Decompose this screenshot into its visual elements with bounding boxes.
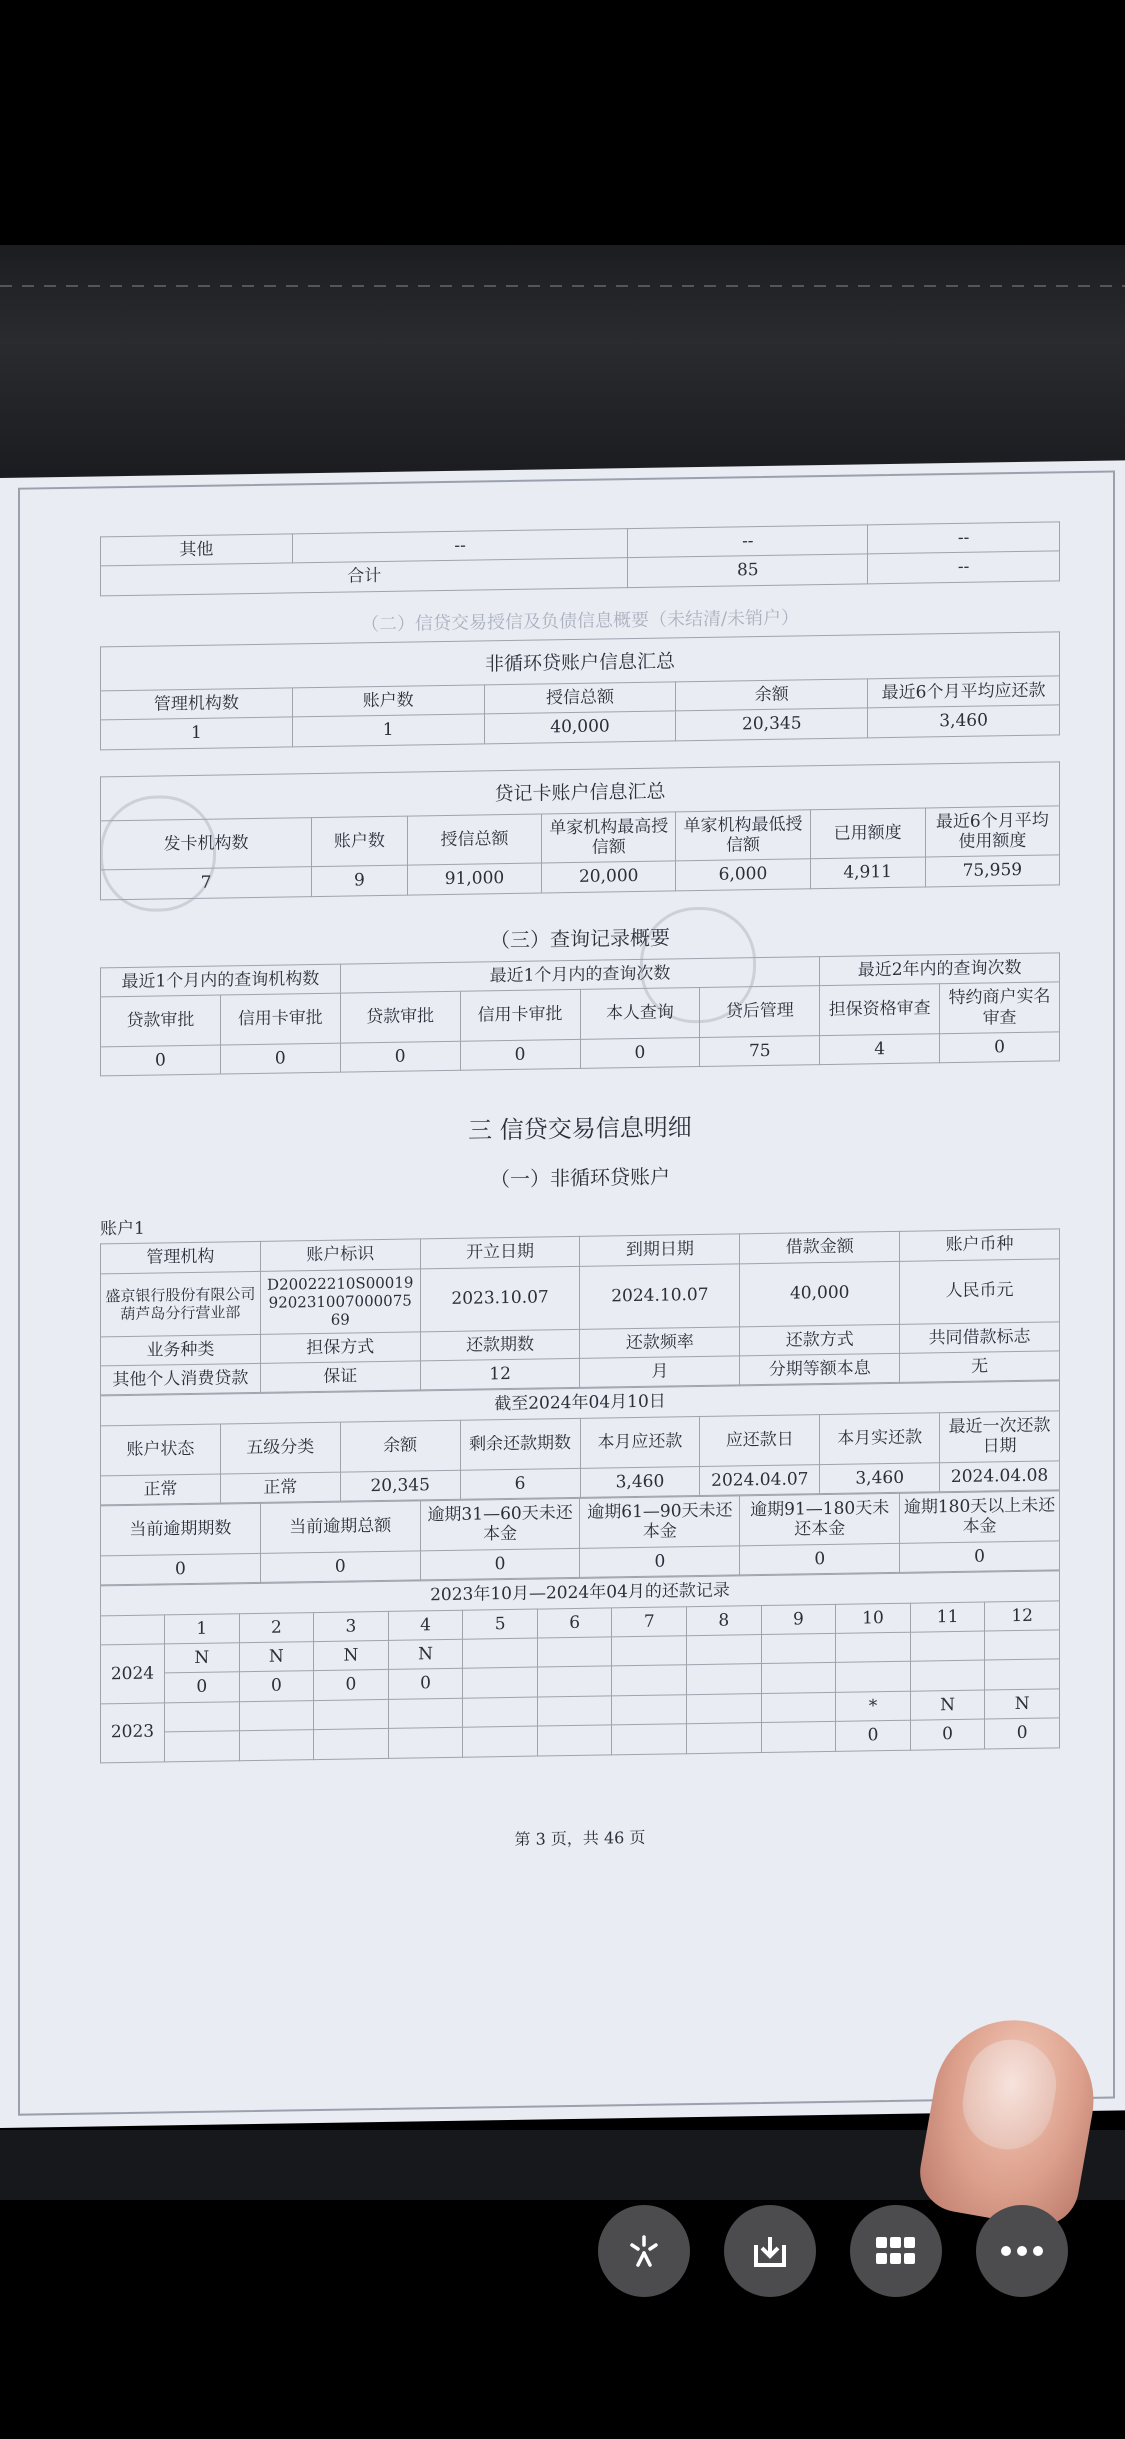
table-header: 还款方式 [740, 1324, 900, 1356]
seat-background [0, 245, 1125, 485]
table-cell: 0 [260, 1551, 420, 1583]
status-cell [165, 1702, 240, 1733]
table-cell: 20,345 [340, 1470, 460, 1501]
amount-cell [612, 1724, 687, 1755]
table-caption: 非循环贷账户信息汇总 [100, 631, 1060, 690]
table-header: 账户数 [292, 685, 484, 717]
table-header: 还款期数 [420, 1329, 580, 1361]
status-cell [239, 1700, 314, 1731]
table-header: 借款金额 [740, 1232, 900, 1264]
table-cell: 1 [101, 717, 293, 749]
month-header: 10 [836, 1603, 911, 1634]
amount-cell: 0 [165, 1672, 240, 1703]
table-cell: 4 [820, 1034, 940, 1065]
credit-card-summary-table [100, 805, 1060, 900]
amount-cell: 0 [239, 1671, 314, 1702]
table-header: 信用卡审批 [220, 993, 340, 1045]
account-status-table [100, 1381, 1060, 1506]
table-header: 发卡机构数 [101, 817, 312, 870]
table-cell: 20,345 [676, 708, 868, 740]
year-label: 2023 [101, 1703, 165, 1763]
sparkle-icon[interactable] [598, 2205, 690, 2297]
table-header: 共同借款标志 [900, 1322, 1060, 1354]
table-header: 当前逾期总额 [260, 1501, 420, 1553]
grid-icon-glyph [874, 2235, 918, 2267]
table-cell: 20,000 [542, 861, 676, 892]
table-cell: 85 [628, 554, 868, 587]
amount-cell [612, 1665, 687, 1696]
table-cell: 正常 [220, 1472, 340, 1503]
table-header: 余额 [340, 1420, 460, 1472]
status-cell [910, 1631, 985, 1662]
month-header: 12 [985, 1600, 1060, 1631]
status-cell [314, 1699, 389, 1730]
more-icon-glyph [1000, 2245, 1044, 2257]
month-header: 1 [165, 1613, 240, 1644]
table-header: 贷后管理 [700, 986, 820, 1038]
section-title: （一）非循环贷账户 [490, 1164, 670, 1192]
table-header: 担保资格审查 [820, 984, 940, 1036]
status-cell [612, 1636, 687, 1667]
amount-cell: 0 [836, 1720, 911, 1751]
table-header: 授信总额 [484, 682, 676, 714]
table-header: 还款频率 [580, 1327, 740, 1359]
table-cell: 0 [940, 1032, 1060, 1063]
status-cell: N [910, 1690, 985, 1721]
table-cell: 2023.10.07 [420, 1266, 580, 1332]
status-cell: * [836, 1691, 911, 1722]
table-cell: 3,460 [580, 1466, 700, 1497]
table-header: 管理机构数 [101, 688, 293, 720]
month-header: 7 [612, 1606, 687, 1637]
download-icon-glyph [750, 2231, 790, 2271]
status-cell [537, 1637, 612, 1668]
table-cell: 12 [420, 1358, 580, 1390]
table-header: 五级分类 [220, 1422, 340, 1474]
status-cell: N [314, 1640, 389, 1671]
amount-cell [463, 1667, 538, 1698]
table-cell [101, 1615, 165, 1645]
status-cell [836, 1632, 911, 1663]
amount-cell: 0 [314, 1670, 389, 1701]
account-label: 账户1 [100, 1219, 145, 1240]
table-cell: 40,000 [740, 1261, 900, 1327]
report-content [100, 521, 1060, 1856]
amount-cell: 0 [985, 1718, 1060, 1749]
table-cell: 0 [740, 1543, 900, 1575]
table-cell: 4,911 [810, 857, 925, 888]
table-cell: 分期等额本息 [740, 1353, 900, 1385]
table-cell: 月 [580, 1356, 740, 1388]
year-label: 2024 [101, 1644, 165, 1704]
chapter-title: 三 信贷交易信息明细 [468, 1113, 692, 1145]
table-cell: 2024.04.07 [700, 1464, 820, 1495]
table-cell: 3,460 [820, 1462, 940, 1493]
fingernail [956, 2033, 1064, 2157]
status-cell [537, 1696, 612, 1727]
month-header: 2 [239, 1612, 314, 1643]
table-cell: -- [868, 522, 1060, 554]
table-cell: 6,000 [676, 859, 810, 890]
table-cell: 3,460 [868, 705, 1060, 737]
status-cell [463, 1697, 538, 1728]
status-cell: N [239, 1642, 314, 1673]
table-header: 最近6个月平均应还款 [868, 676, 1060, 708]
table-header: 单家机构最低授信额 [676, 809, 810, 861]
table-header: 应还款日 [700, 1414, 820, 1466]
table-cell: 0 [101, 1045, 221, 1076]
table-cell: 盛京银行股份有限公司葫芦岛分行营业部 [101, 1271, 261, 1337]
account-detail-table [100, 1229, 1060, 1396]
amount-cell [687, 1664, 762, 1695]
table-cell: 其他 [101, 534, 293, 566]
table-cell: 0 [101, 1553, 261, 1585]
table-header: 特约商户实名审查 [940, 982, 1060, 1034]
status-cell [612, 1694, 687, 1725]
table-header: 授信总额 [407, 814, 541, 866]
table-header: 单家机构最高授信额 [542, 811, 676, 863]
table-header: 本月应还款 [580, 1416, 700, 1468]
status-cell [388, 1698, 463, 1729]
section-title: （三）查询记录概要 [490, 925, 670, 953]
repayment-record-table [100, 1571, 1060, 1763]
table-header: 逾期180天以上未还本金 [900, 1491, 1060, 1543]
table-cell: 0 [900, 1541, 1060, 1573]
table-cell: 人民币元 [900, 1259, 1060, 1325]
table-cell: 保证 [260, 1361, 420, 1393]
status-cell [761, 1692, 836, 1723]
table-cell: 0 [580, 1037, 700, 1068]
photo-toolbar [0, 2195, 1125, 2315]
month-header: 6 [537, 1607, 612, 1638]
month-header: 8 [687, 1605, 762, 1636]
table-header: 当前逾期期数 [101, 1503, 261, 1555]
table-header: 逾期91—180天未还本金 [740, 1493, 900, 1545]
amount-cell [314, 1729, 389, 1760]
amount-cell [761, 1663, 836, 1694]
table-cell: 0 [220, 1043, 340, 1074]
amount-cell: 0 [388, 1669, 463, 1700]
table-header: 账户状态 [101, 1424, 221, 1476]
amount-cell [910, 1660, 985, 1691]
repayment-period: 2023年10月—2024年04月的还款记录 [101, 1571, 1060, 1615]
as-of-date: 截至2024年04月10日 [101, 1381, 1060, 1425]
amount-cell [985, 1659, 1060, 1690]
amount-cell [463, 1726, 538, 1757]
table-header: 本月实还款 [820, 1413, 940, 1465]
amount-cell [761, 1722, 836, 1753]
amount-cell: 0 [910, 1719, 985, 1750]
table-header: 剩余还款期数 [460, 1418, 580, 1470]
table-header: 最近一次还款日期 [940, 1411, 1060, 1463]
table-header: 贷款审批 [101, 995, 221, 1047]
table-header: 开立日期 [420, 1237, 580, 1269]
table-header: 逾期31—60天未还本金 [420, 1498, 580, 1550]
table-cell: 0 [420, 1548, 580, 1580]
status-cell [687, 1635, 762, 1666]
table-header: 账户数 [311, 816, 407, 867]
amount-cell [687, 1723, 762, 1754]
status-cell [761, 1633, 836, 1664]
table-header: 管理机构 [101, 1242, 261, 1274]
amount-cell [388, 1727, 463, 1758]
table-header: 账户币种 [900, 1229, 1060, 1261]
status-cell [463, 1638, 538, 1669]
table-caption: 贷记卡账户信息汇总 [100, 761, 1060, 820]
table-cell: 0 [580, 1546, 740, 1578]
table-header: 逾期61—90天未还本金 [580, 1496, 740, 1548]
table-cell: 91,000 [407, 863, 541, 894]
table-cell: 40,000 [484, 711, 676, 743]
overdue-table [100, 1490, 1060, 1585]
month-header: 3 [314, 1611, 389, 1642]
table-header: 账户标识 [260, 1239, 420, 1271]
table-cell: 6 [460, 1468, 580, 1499]
query-summary-table [100, 952, 1060, 1077]
table-cell: 0 [340, 1041, 460, 1072]
month-header: 9 [761, 1604, 836, 1635]
table-header: 余额 [676, 679, 868, 711]
table-cell: -- [628, 525, 868, 558]
page-number: 第 3 页，共 46 页 [514, 1827, 646, 1849]
status-cell [985, 1630, 1060, 1661]
table-cell: 正常 [101, 1474, 221, 1505]
table-cell: -- [868, 551, 1060, 583]
month-header: 5 [463, 1609, 538, 1640]
section-title: （二）信贷交易授信及负债信息概要（未结清/未销户） [360, 607, 800, 636]
document-page [0, 460, 1125, 2128]
more-icon[interactable] [976, 2205, 1068, 2297]
amount-cell [537, 1725, 612, 1756]
table-cell: -- [292, 529, 628, 564]
download-icon[interactable] [724, 2205, 816, 2297]
table-header: 信用卡审批 [460, 990, 580, 1042]
status-cell: N [165, 1643, 240, 1674]
table-group-header: 最近1个月内的查询次数 [340, 956, 820, 993]
table-cell: 无 [900, 1351, 1060, 1383]
table-cell: D20022210S00019920231007000075 69 [260, 1269, 420, 1335]
table-cell: 9 [311, 865, 407, 896]
table-group-header: 最近1个月内的查询机构数 [101, 964, 341, 997]
table-cell: 其他个人消费贷款 [101, 1363, 261, 1395]
amount-cell [836, 1662, 911, 1693]
month-header: 11 [910, 1602, 985, 1633]
month-header: 4 [388, 1610, 463, 1641]
table-header: 业务种类 [101, 1334, 261, 1366]
grid-icon[interactable] [850, 2205, 942, 2297]
table-cell: 7 [101, 867, 312, 900]
table-header: 到期日期 [580, 1234, 740, 1266]
table-cell: 2024.10.07 [580, 1264, 740, 1330]
table-header: 最近6个月平均使用额度 [925, 805, 1059, 857]
table-header: 担保方式 [260, 1332, 420, 1364]
amount-cell [165, 1731, 240, 1762]
table-cell: 75 [700, 1036, 820, 1067]
table-cell: 合计 [101, 558, 628, 596]
status-cell [687, 1693, 762, 1724]
table-header: 本人查询 [580, 988, 700, 1040]
table-cell: 75,959 [925, 855, 1059, 887]
amount-cell [537, 1666, 612, 1697]
sparkle-icon-glyph [624, 2231, 664, 2271]
status-cell: N [985, 1689, 1060, 1720]
status-cell: N [388, 1639, 463, 1670]
table-group-header: 最近2年内的查询次数 [820, 953, 1060, 986]
table-header: 已用额度 [810, 808, 925, 860]
table-cell: 0 [460, 1039, 580, 1070]
table-cell: 2024.04.08 [940, 1460, 1060, 1491]
amount-cell [239, 1730, 314, 1761]
table-header: 贷款审批 [340, 991, 460, 1043]
table-cell: 1 [292, 714, 484, 746]
